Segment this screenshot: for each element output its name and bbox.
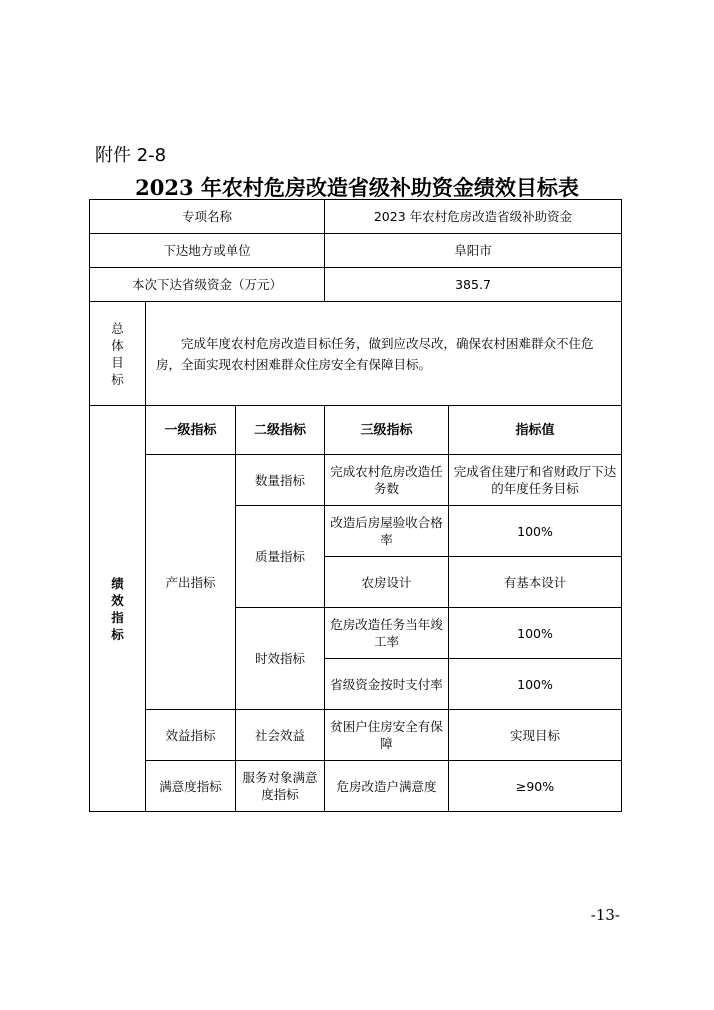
document-title: 2023 年农村危房改造省级补助资金绩效目标表 bbox=[135, 175, 579, 200]
benefit-indicator-label: 效益指标 bbox=[146, 710, 236, 761]
recipient-label: 下达地方或单位 bbox=[90, 234, 325, 268]
output-indicator-label: 产出指标 bbox=[146, 455, 236, 710]
quality-value-2: 有基本设计 bbox=[449, 557, 622, 608]
social-benefit-label: 社会效益 bbox=[236, 710, 325, 761]
project-name-value: 2023 年农村危房改造省级补助资金 bbox=[325, 200, 622, 234]
social-benefit-item: 贫困户住房安全有保障 bbox=[325, 710, 449, 761]
quantity-indicator-label: 数量指标 bbox=[236, 455, 325, 506]
service-satisfaction-label: 服务对象满意度指标 bbox=[236, 761, 325, 812]
timeliness-item-2: 省级资金按时支付率 bbox=[325, 659, 449, 710]
quantity-item: 完成农村危房改造任务数 bbox=[325, 455, 449, 506]
recipient-value: 阜阳市 bbox=[325, 234, 622, 268]
header-level1: 一级指标 bbox=[146, 406, 236, 455]
page-number: -13- bbox=[590, 906, 620, 924]
quality-item-2: 农房设计 bbox=[325, 557, 449, 608]
timeliness-value-1: 100% bbox=[449, 608, 622, 659]
quality-indicator-label: 质量指标 bbox=[236, 506, 325, 608]
attachment-label: 附件 2-8 bbox=[95, 145, 167, 166]
performance-target-table bbox=[89, 199, 622, 812]
overall-goal-text: 完成年度农村危房改造目标任务，做到应改尽改，确保农村困难群众不住危房，全面实现农村困难群众住房安全有保障目标。 bbox=[146, 302, 622, 406]
funds-label: 本次下达省级资金（万元） bbox=[90, 268, 325, 302]
social-benefit-value: 实现目标 bbox=[449, 710, 622, 761]
satisfaction-item: 危房改造户满意度 bbox=[325, 761, 449, 812]
timeliness-indicator-label: 时效指标 bbox=[236, 608, 325, 710]
performance-indicators-label: 绩效指标 bbox=[90, 406, 146, 812]
quality-value-1: 100% bbox=[449, 506, 622, 557]
project-name-label: 专项名称 bbox=[90, 200, 325, 234]
quantity-value: 完成省住建厅和省财政厅下达的年度任务目标 bbox=[449, 455, 622, 506]
satisfaction-indicator-label: 满意度指标 bbox=[146, 761, 236, 812]
timeliness-value-2: 100% bbox=[449, 659, 622, 710]
quality-item-1: 改造后房屋验收合格率 bbox=[325, 506, 449, 557]
overall-goal-label: 总体目标 bbox=[90, 302, 146, 406]
satisfaction-value: ≥90% bbox=[449, 761, 622, 812]
header-level2: 二级指标 bbox=[236, 406, 325, 455]
funds-value: 385.7 bbox=[325, 268, 622, 302]
header-level3: 三级指标 bbox=[325, 406, 449, 455]
header-value: 指标值 bbox=[449, 406, 622, 455]
timeliness-item-1: 危房改造任务当年竣工率 bbox=[325, 608, 449, 659]
